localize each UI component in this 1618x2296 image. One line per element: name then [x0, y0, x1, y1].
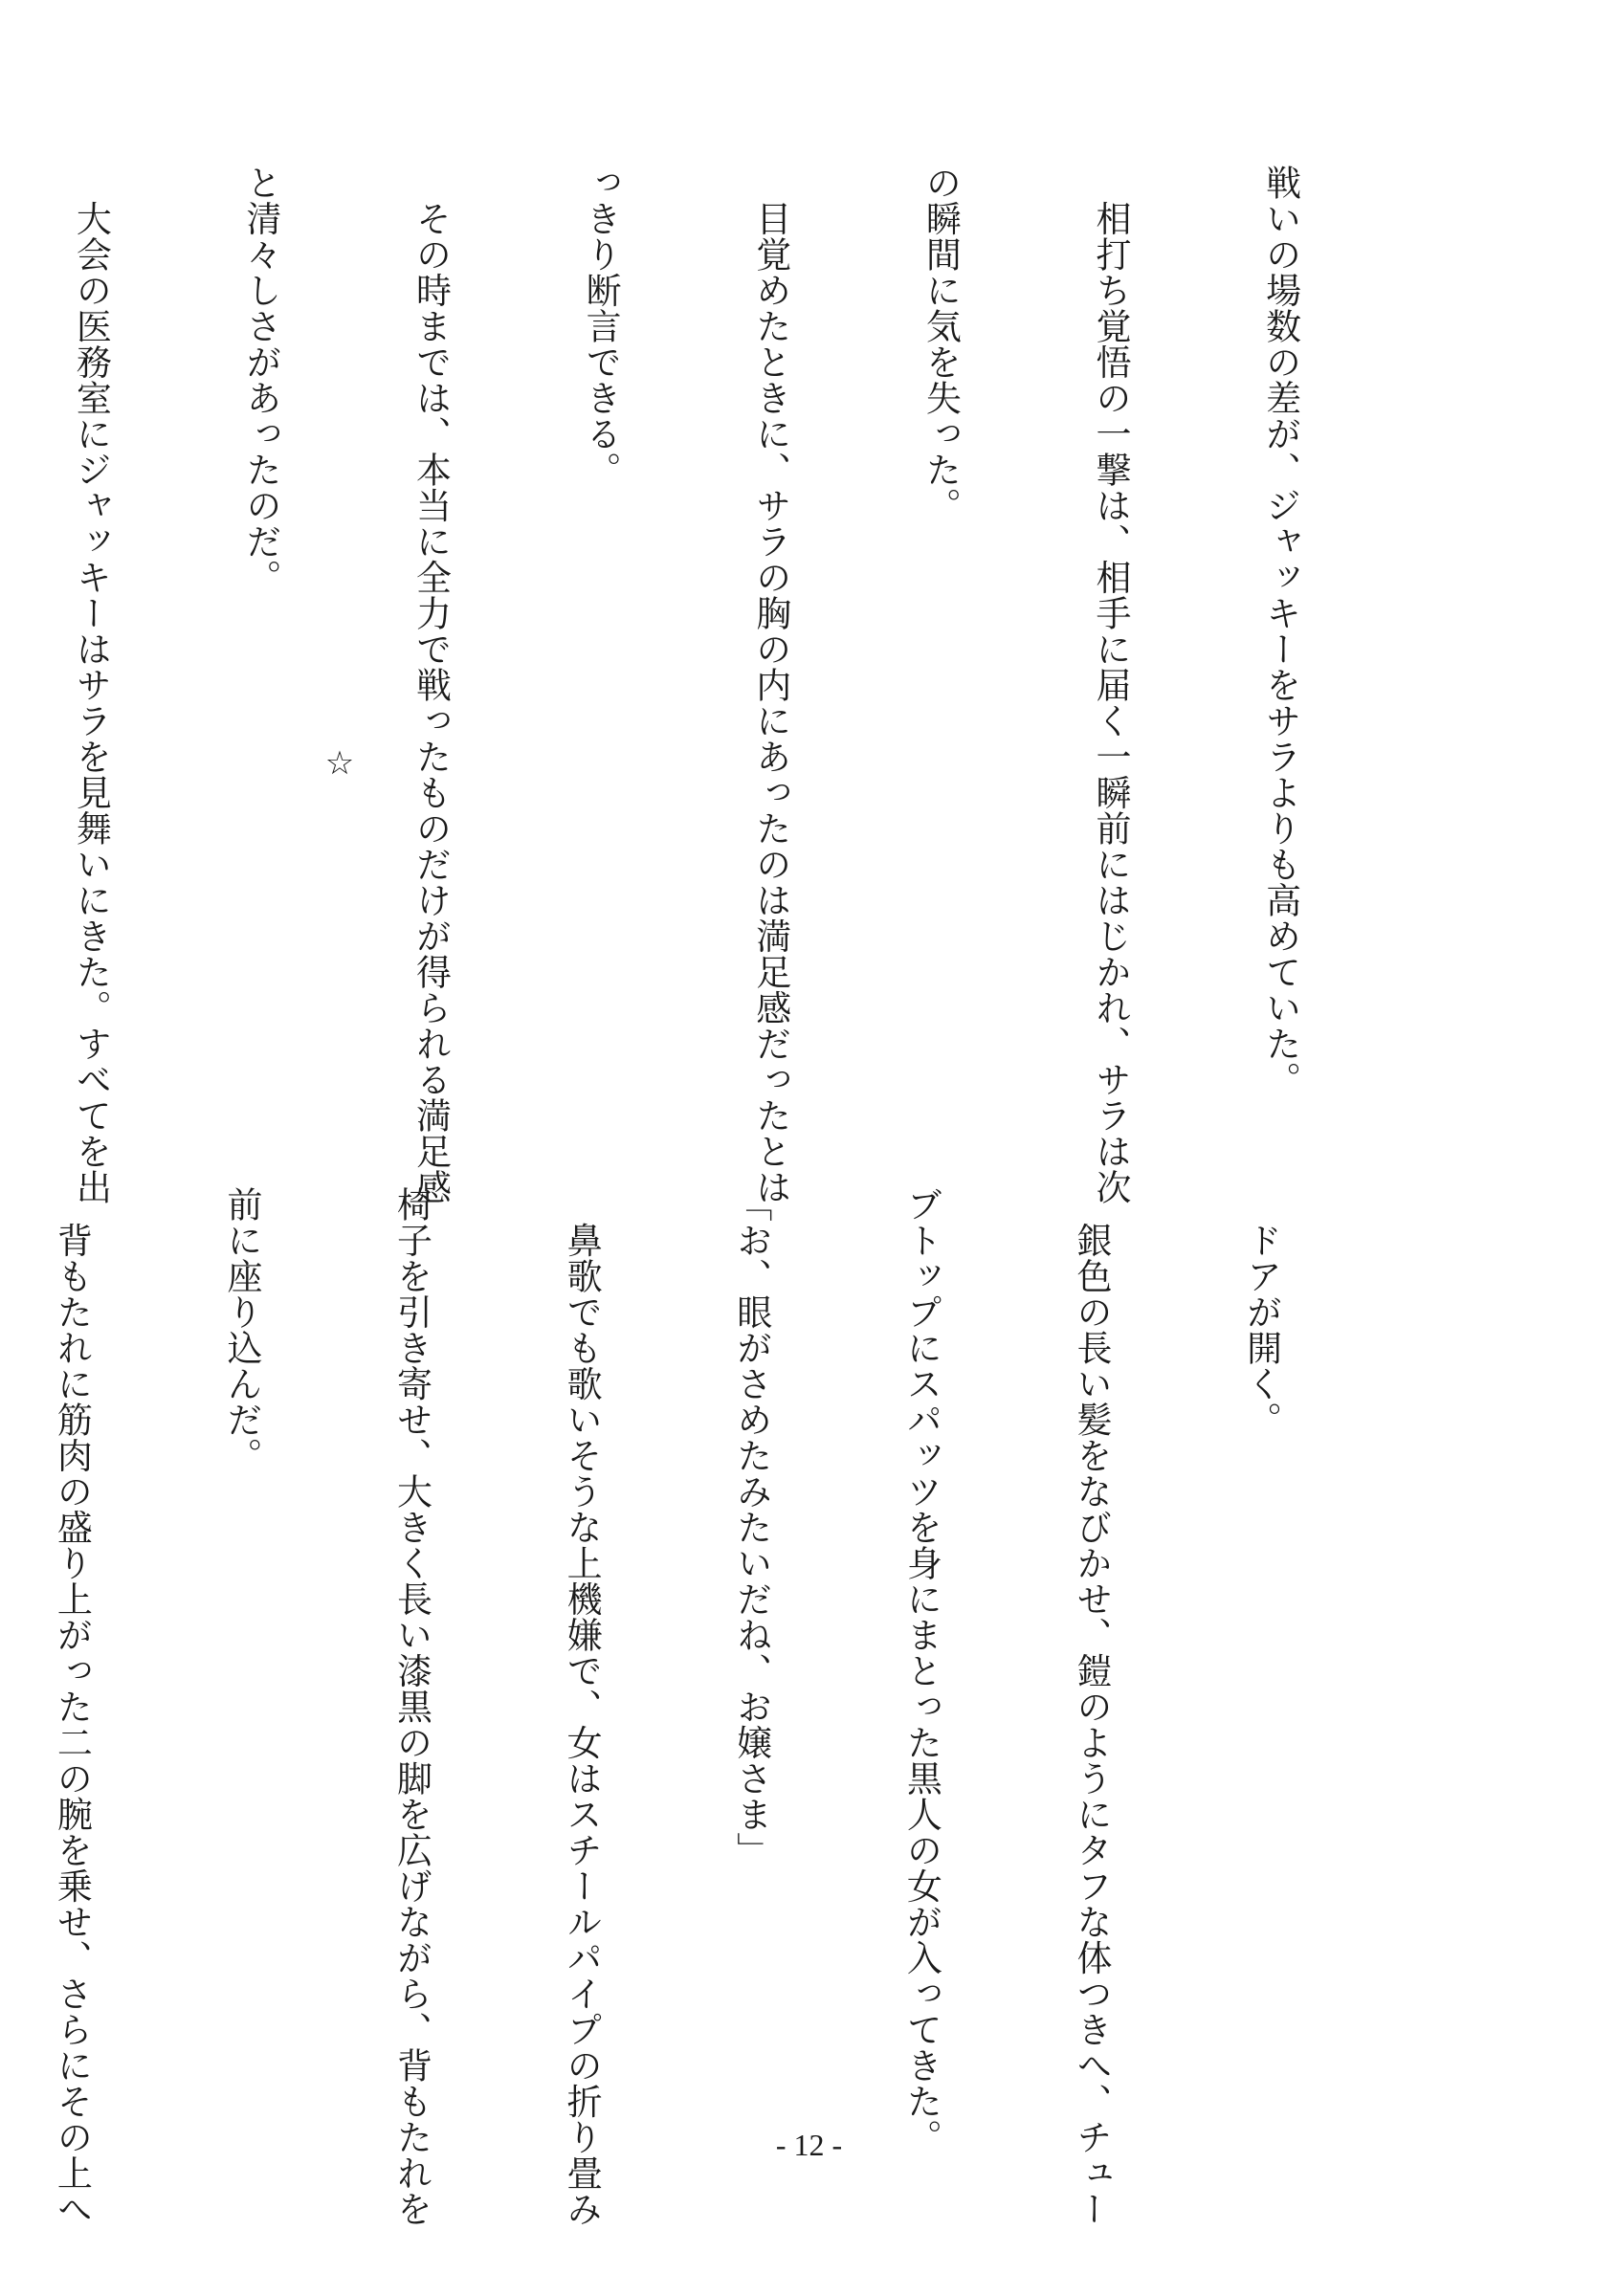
text-line: 目覚めたときに、サラの胸の内にあったのは満足感だったとは — [749, 165, 791, 1205]
text-line: 銀色の長い髪をなびかせ、鎧のようにタフな体つきへ、チュー — [1070, 1186, 1112, 2227]
text-line: 椅子を引き寄せ、大きく長い漆黒の脚を広げながら、背もたれを — [390, 1186, 432, 2227]
text-line: 鼻歌でも歌いそうな上機嫌で、女はスチールパイプの折り畳み — [561, 1186, 603, 2227]
text-line: っきり断言できる。 — [580, 165, 622, 488]
text-line: 前に座り込んだ。 — [220, 1186, 262, 1473]
text-line: ブトップにスパッツを身にまとった黒人の女が入ってきた。 — [900, 1186, 942, 2155]
text-line: 「お、眼がさめたみたいだね、お嬢さま」 — [730, 1186, 772, 1868]
text-line: 背もたれに筋肉の盛り上がった二の腕を乗せ、さらにその上へ — [51, 1186, 93, 2227]
page-number: - 12 - — [775, 2128, 843, 2162]
text-line: 戦いの場数の差が、ジャッキーをサラよりも高めていた。 — [1259, 165, 1301, 1097]
text-line: その時までは、本当に全力で戦ったものだけが得られる満足感 — [410, 165, 452, 1205]
text-line: ドアが開く。 — [1240, 1186, 1282, 1438]
text-line: 相打ち覚悟の一撃は、相手に届く一瞬前にはじかれ、サラは次 — [1089, 165, 1131, 1205]
text-line: と清々しさがあったのだ。 — [239, 165, 281, 595]
text-line: の瞬間に気を失った。 — [920, 165, 962, 523]
text-line: 大会の医務室にジャッキーはサラを見舞いにきた。すべてを出 — [70, 165, 112, 1205]
section-separator-star: ☆ — [324, 744, 355, 783]
upper-text-block — [0, 165, 1422, 1205]
